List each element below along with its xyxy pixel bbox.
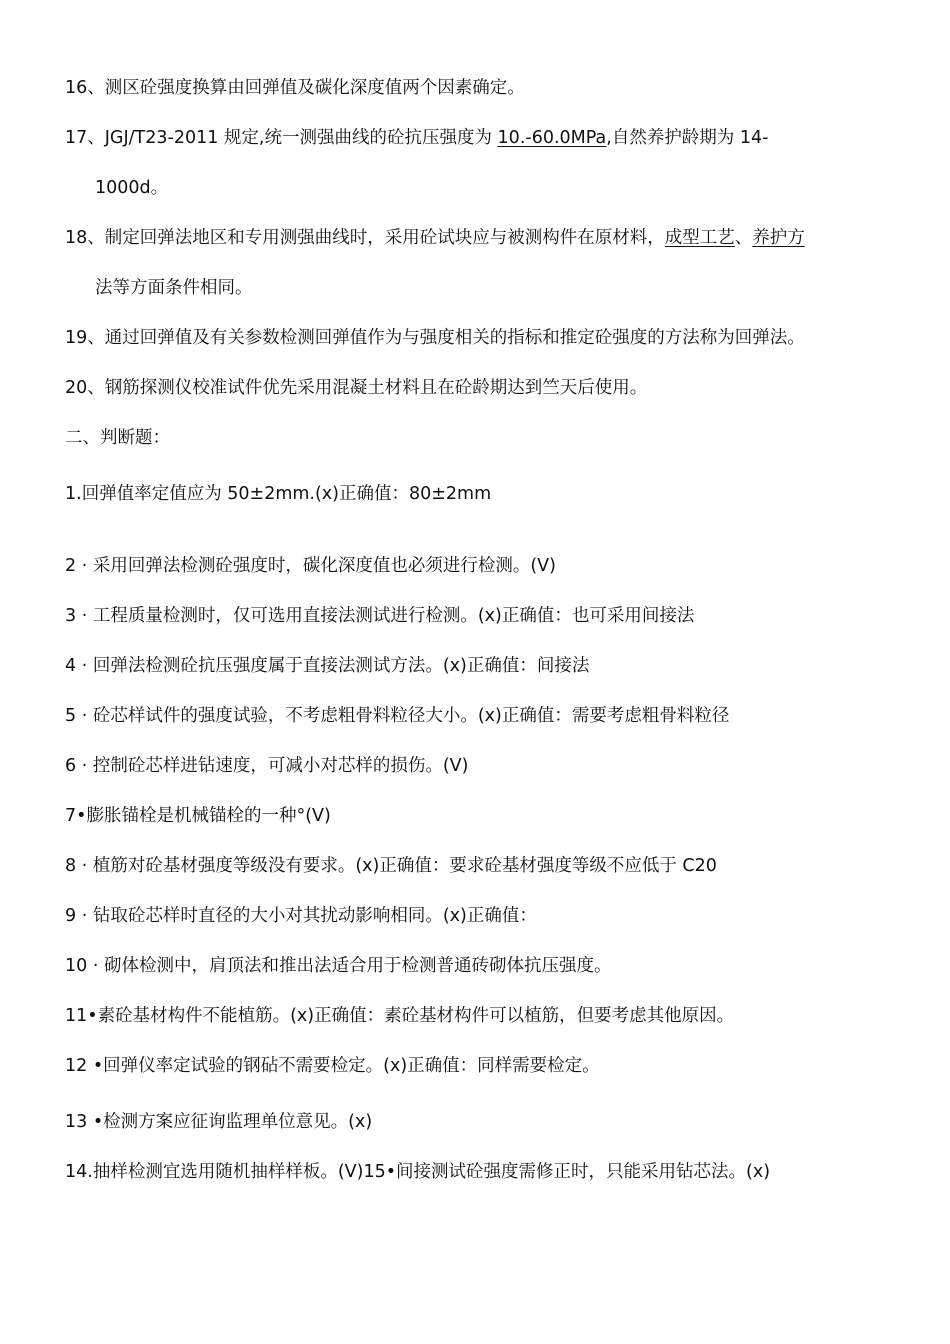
judgment-2: 2 · 采用回弹法检测砼强度时，碳化深度值也必须进行检测。(V)	[65, 556, 556, 576]
judgment-1: 1.回弹值率定值应为 50±2mm.(x)正确值：80±2mm	[65, 484, 492, 504]
item-16: 16、测区砼强度换算由回弹值及碳化深度值两个因素确定。	[65, 78, 525, 98]
judgment-8: 8 · 植筋对砼基材强度等级没有要求。(x)正确值：要求砼基材强度等级不应低于 C20	[65, 856, 717, 876]
judgment-14-15: 14.抽样检测宜选用随机抽样样板。(V)15•间接测试砼强度需修正时，只能采用钻芯法。(x)	[65, 1162, 771, 1182]
judgment-6: 6 · 控制砼芯样进钻速度，可减小对芯样的损伤。(V)	[65, 756, 469, 776]
item-17-continuation: 1000d。	[95, 178, 169, 198]
judgment-12: 12 •回弹仪率定试验的钢砧不需要检定。(x)正确值：同样需要检定。	[65, 1056, 600, 1076]
underlined-answer: 养护方	[752, 228, 805, 248]
judgment-9: 9 · 钻取砼芯样时直径的大小对其扰动影响相同。(x)正确值：	[65, 906, 537, 926]
judgment-3: 3 · 工程质量检测时，仅可选用直接法测试进行检测。(x)正确值：也可采用间接法	[65, 606, 695, 626]
underlined-answer: 成型工艺	[664, 228, 735, 248]
judgment-4: 4 · 回弹法检测砼抗压强度属于直接法测试方法。(x)正确值：间接法	[65, 656, 590, 676]
section-heading: 二、判断题：	[65, 428, 170, 448]
item-20: 20、钢筋探测仪校准试件优先采用混凝土材料且在砼龄期达到竺天后使用。	[65, 378, 648, 398]
underlined-answer: 10.-60.0MPa	[497, 128, 607, 148]
judgment-13: 13 •检测方案应征询监理单位意见。(x)	[65, 1112, 373, 1132]
judgment-5: 5 · 砼芯样试件的强度试验，不考虑粗骨料粒径大小。(x)正确值：需要考虑粗骨料粒径	[65, 706, 730, 726]
judgment-7: 7•膨胀锚栓是机械锚栓的一种°(V)	[65, 806, 331, 826]
item-18-continuation: 法等方面条件相同。	[95, 278, 253, 298]
judgment-10: 10 · 砌体检测中，肩顶法和推出法适合用于检测普通砖砌体抗压强度。	[65, 956, 612, 976]
item-18: 18、制定回弹法地区和专用测强曲线时，采用砼试块应与被测构件在原材料，成型工艺、养护方	[65, 228, 805, 248]
item-19: 19、通过回弹值及有关参数检测回弹值作为与强度相关的指标和推定砼强度的方法称为回弹法。	[65, 328, 805, 348]
item-17: 17、JGJ/T23-2011 规定,统一测强曲线的砼抗压强度为 10.-60.0MPa,自然养护龄期为 14-	[65, 128, 769, 148]
judgment-11: 11•素砼基材构件不能植筋。(x)正确值：素砼基材构件可以植筋，但要考虑其他原因。	[65, 1006, 735, 1026]
